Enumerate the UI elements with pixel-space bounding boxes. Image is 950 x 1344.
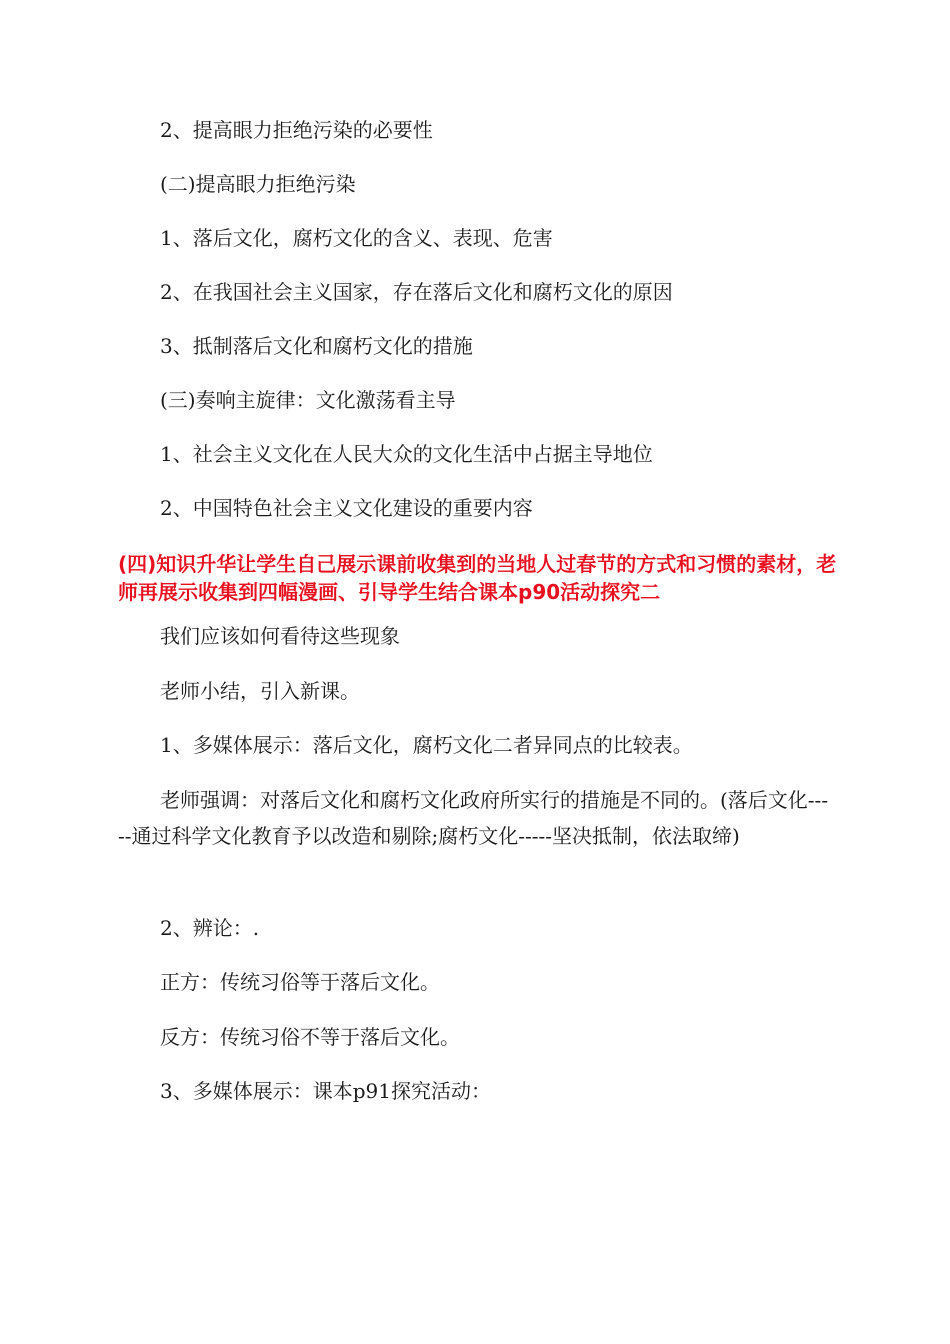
outline-item: 2、中国特色社会主义文化建设的重要内容: [160, 496, 533, 520]
teacher-emphasis-paragraph: 老师强调：对落后文化和腐朽文化政府所实行的措施是不同的。(落后文化-----通过科学文化教育予以改造和剔除;腐朽文化-----坚决抵制，依法取缔): [118, 788, 829, 848]
body-line: 我们应该如何看待这些现象: [160, 624, 400, 648]
outline-section-heading: (二)提高眼力拒绝污染: [160, 172, 356, 196]
body-line: 反方：传统习俗不等于落后文化。: [160, 1025, 460, 1049]
body-line: 正方：传统习俗等于落后文化。: [160, 970, 440, 994]
body-line: 3、多媒体展示：课本p91探究活动：: [160, 1079, 491, 1103]
body-line: 老师小结，引入新课。: [160, 679, 360, 703]
highlight-heading: (四)知识升华让学生自己展示课前收集到的当地人过春节的方式和习惯的素材，老师再展示收集到四幅漫画、引导学生结合课本p90活动探究二: [118, 552, 837, 604]
outline-item: 3、抵制落后文化和腐朽文化的措施: [160, 334, 473, 358]
outline-section-heading: (三)奏响主旋律：文化激荡看主导: [160, 388, 456, 412]
outline-item: 1、社会主义文化在人民大众的文化生活中占据主导地位: [160, 442, 653, 466]
outline-item: 2、提高眼力拒绝污染的必要性: [160, 118, 433, 142]
outline-item: 2、在我国社会主义国家，存在落后文化和腐朽文化的原因: [160, 280, 673, 304]
body-line: 1、多媒体展示：落后文化，腐朽文化二者异同点的比较表。: [160, 733, 693, 757]
outline-item: 1、落后文化，腐朽文化的含义、表现、危害: [160, 226, 553, 250]
body-line: 2、辨论：.: [160, 916, 260, 940]
